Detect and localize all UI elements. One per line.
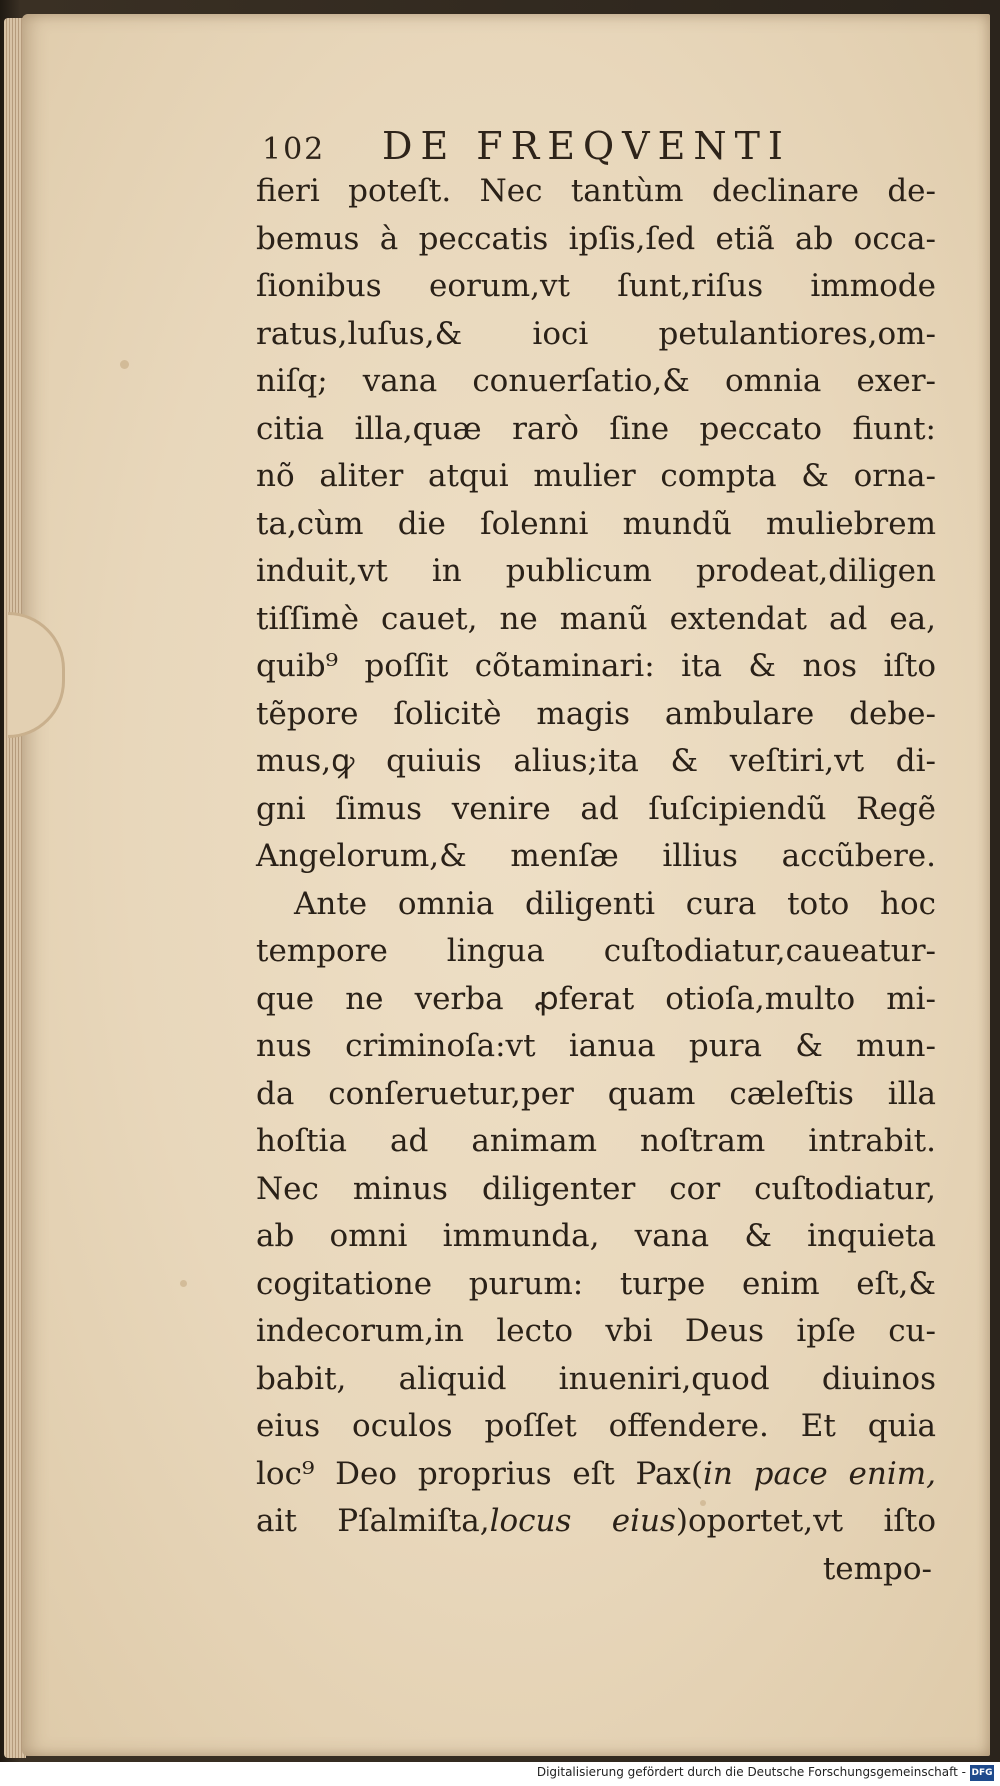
running-head — [262, 124, 862, 168]
text-line: da conſeruetur,per quam cæleſtis illa — [256, 1075, 936, 1112]
text-line: bemus à peccatis ipſis,ſed etiã ab occa- — [256, 220, 936, 257]
text-line: Nec minus diligenter cor cuſtodiatur, — [256, 1170, 936, 1207]
text-line: hoſtia ad animam noſtram intrabit. — [256, 1123, 936, 1159]
text-line: tiſſimè cauet, ne manũ extendat ad ea, — [256, 600, 936, 637]
running-title: DE FREQVENTI — [382, 124, 791, 168]
text-line: ratus,luſus,& ioci petulantiores,om- — [256, 315, 936, 352]
text-line: nõ aliter atqui mulier compta & orna- — [256, 458, 936, 494]
text-line: quib⁹ poſſit cõtaminari: ita & nos iſto — [256, 648, 936, 684]
text-segment: loc⁹ Deo proprius eſt Pax( — [256, 1455, 703, 1492]
text-line: fieri poteſt. Nec tantùm declinare de- — [256, 173, 936, 209]
text-line: ab omni immunda, vana & inquieta — [256, 1218, 936, 1254]
text-line: citia illa,quæ rarò ſine peccato fiunt: — [256, 410, 936, 447]
text-segment: ait Pſalmiſta, — [256, 1503, 490, 1539]
text-line: niſq; vana conuerſatio,& omnia exer- — [256, 363, 936, 399]
text-line: induit,vt in publicum prodeat,diligen — [256, 553, 936, 589]
text-line-mixed — [256, 1498, 936, 1546]
text-line: indecorum,in lecto vbi Deus ipſe cu- — [256, 1313, 936, 1349]
text-line: tempore lingua cuſtodiatur,caueatur- — [256, 933, 936, 969]
text-line: que ne verba ꝓferat otioſa,multo mi- — [256, 980, 936, 1017]
text-line: Ante omnia diligenti cura toto hoc — [294, 885, 936, 922]
text-line: mus,ꝙ quiuis alius;ita & veſtiri,vt di- — [256, 743, 936, 779]
text-line: ta,cùm die ſolenni mundũ muliebrem — [256, 505, 936, 542]
text-line: Angelorum,& menſæ illius accũbere. — [256, 838, 936, 874]
text-line: nus criminoſa:vt ianua pura & mun- — [256, 1028, 936, 1064]
text-line: babit, aliquid inueniri,quod diuinos — [256, 1360, 936, 1397]
page-number: 102 — [262, 132, 326, 167]
text-line: eius oculos poſſet offendere. Et quia — [256, 1408, 936, 1444]
italic-segment: in pace enim, — [703, 1455, 936, 1492]
text-line: ſionibus eorum,vt ſunt,riſus immode — [256, 268, 936, 304]
italic-segment: locus eius — [489, 1503, 676, 1539]
text-block — [256, 168, 936, 1593]
text-line: tẽpore ſolicitè magis ambulare debe- — [256, 695, 936, 732]
text-segment: )oportet,vt iſto — [675, 1503, 936, 1539]
text-line-mixed — [256, 1451, 936, 1499]
foxing-spot — [120, 360, 129, 369]
dfg-logo: DFG — [970, 1765, 994, 1781]
catchword: tempo- — [822, 1550, 932, 1587]
text-line: gni ſimus venire ad ſuſcipiendũ Regẽ — [256, 790, 936, 827]
foxing-spot — [180, 1280, 187, 1287]
text-line: cogitatione purum: turpe enim eſt,& — [256, 1265, 936, 1302]
funding-credit: Digitalisierung gefördert durch die Deutsche Forschungsgemeinschaft - — [536, 1765, 966, 1779]
